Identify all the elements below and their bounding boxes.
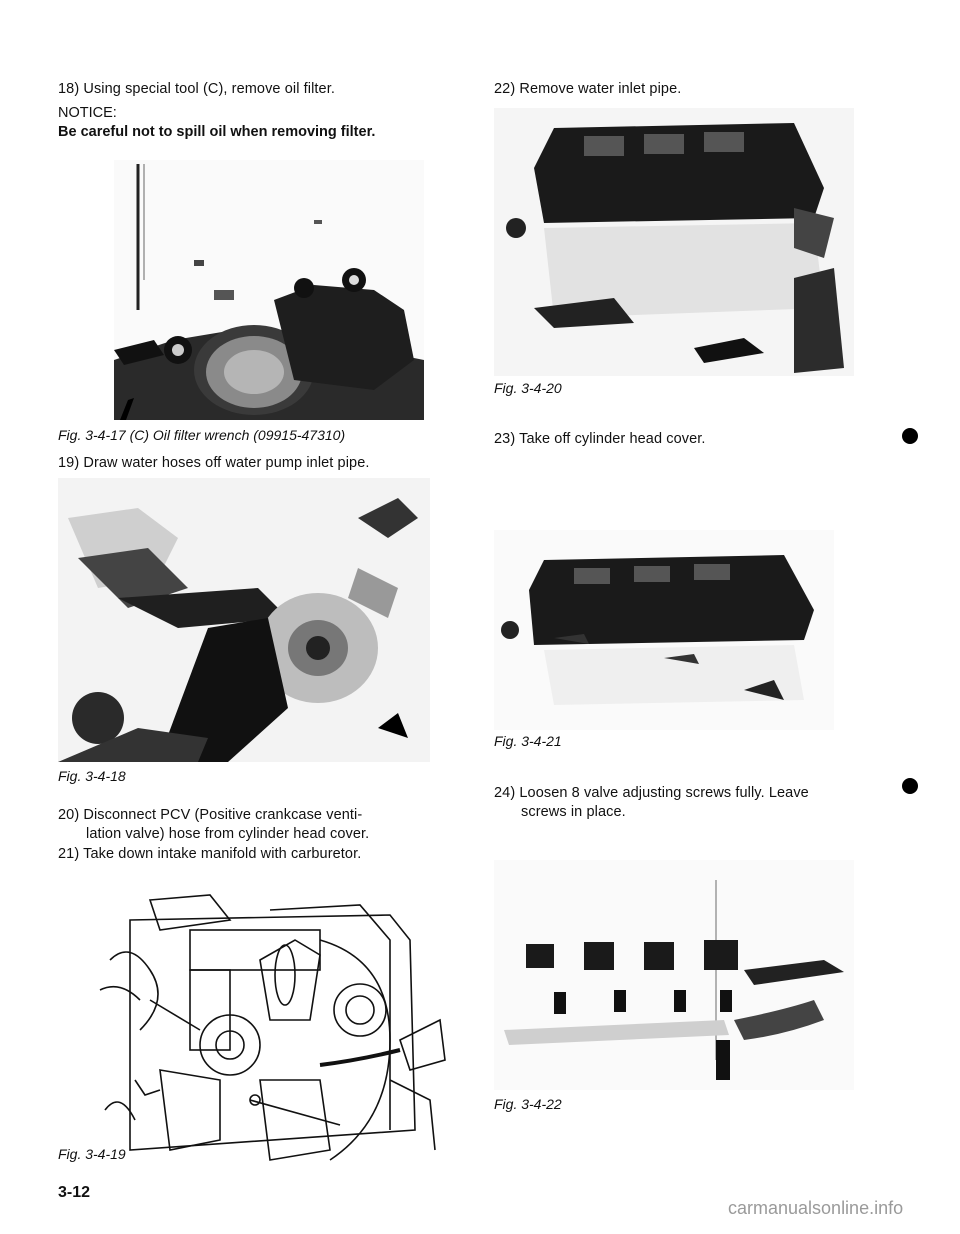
fig-3-4-21-photo [494,530,834,730]
step-18: 18) Using special tool (C), remove oil filter. [58,81,335,97]
fig-3-4-19-drawing [90,880,450,1165]
step-19: 19) Draw water hoses off water pump inlet pipe. [58,455,370,471]
fig-3-4-17-photo [114,160,424,420]
watermark-text: carmanualsonline.info [728,1198,904,1218]
step-24-line1: 24) Loosen 8 valve adjusting screws fully. Leave [494,785,809,801]
fig-3-4-20-caption: Fig. 3-4-20 [494,380,562,396]
step-21: 21) Take down intake manifold with carburetor. [58,846,362,862]
step-22: 22) Remove water inlet pipe. [494,81,682,97]
notice-text: Be careful not to spill oil when removing filter. [58,124,376,140]
step-20-line2: lation valve) hose from cylinder head cover. [86,826,370,842]
step-24-line2: screws in place. [521,804,626,820]
fig-3-4-18-caption: Fig. 3-4-18 [58,768,126,784]
bullet-marker [902,778,918,794]
bullet-marker [902,428,918,444]
step-20-line1: 20) Disconnect PCV (Positive crankcase venti- [58,807,363,823]
step-23: 23) Take off cylinder head cover. [494,431,706,447]
fig-3-4-22-photo [494,860,854,1090]
fig-3-4-17-caption: Fig. 3-4-17 (C) Oil filter wrench (09915-47310) [58,427,346,443]
fig-3-4-22-caption: Fig. 3-4-22 [494,1096,562,1112]
fig-3-4-18-photo [58,478,430,762]
page-number: 3-12 [58,1184,91,1201]
notice-label: NOTICE: [58,105,117,121]
fig-3-4-21-caption: Fig. 3-4-21 [494,733,562,749]
fig-3-4-20-photo [494,108,854,376]
fig-3-4-19-caption: Fig. 3-4-19 [58,1146,126,1162]
